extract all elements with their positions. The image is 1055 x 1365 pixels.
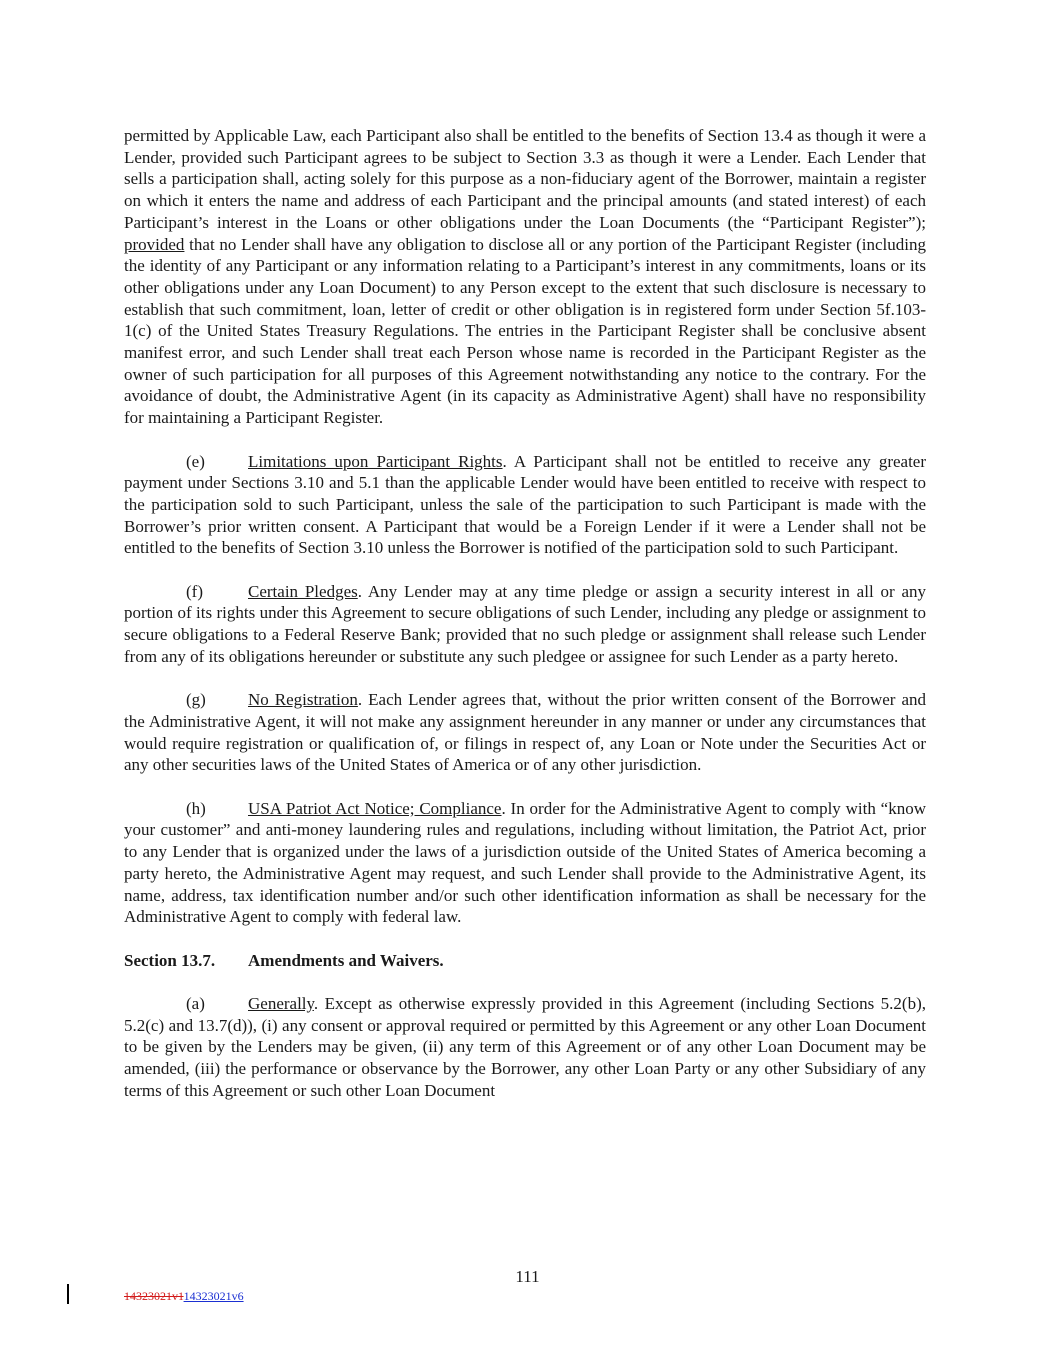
deleted-doc-id: 14323021v1: [124, 1289, 184, 1303]
item-text: . Any Lender may at any time pledge or assign a security interest in all or any portion of its rights under this Agreement to secure obligations of such Lender, including any pledge or assignment to secure obligations to a Federal Reserve Bank; provided that no such pledge or assignment shall release such Lender from any of its obligations hereunder or substitute any such pledgee or assignee for such Lender as a party hereto.: [124, 581, 926, 666]
item-heading: Certain Pledges: [248, 581, 358, 601]
item-heading: No Registration: [248, 690, 358, 710]
item-label: (f): [186, 581, 203, 601]
item-text: . Each Lender agrees that, without the prior written consent of the Borrower and the Administrative Agent, it will not make any assignment hereunder in any manner or under any circumstances that would require registration or qualification of, or filings in respect of, any Loan or Note under the Securities Act or any other securities laws of the United States of America or of any other jurisdiction.: [124, 690, 926, 775]
item-heading: USA Patriot Act Notice; Compliance: [248, 798, 502, 818]
section-number: Section 13.7.: [124, 950, 216, 970]
paragraph-continuation: [124, 125, 926, 429]
document-id: [124, 1289, 244, 1304]
item-label: (e): [186, 451, 205, 471]
section-title: Amendments and Waivers.: [248, 950, 444, 970]
inserted-doc-id: 14323021v6: [183, 1289, 244, 1303]
item-heading: Limitations upon Participant Rights: [248, 451, 503, 471]
item-heading: Generally: [248, 994, 314, 1014]
paragraph-text: that no Lender shall have any obligation to disclose all or any portion of the Participant Register (including the identity of any Participant or any information relating to a Participant’s interest in any commitments, loans or its other obligations under any Loan Document) to any Person except to the extent that such disclosure is necessary to establish that such commitment, loan, letter of credit or other obligation is in registered form under Section 5f.103-1(c) of the United States Treasury Regulations. The entries in the Participant Register shall be conclusive absent manifest error, and such Lender shall treat each Person whose name is recorded in the Participant Register as the owner of such participation for all purposes of this Agreement notwithstanding any notice to the contrary. For the avoidance of doubt, the Administrative Agent (in its capacity as Administrative Agent) shall have no responsibility for maintaining a Participant Register.: [124, 234, 926, 428]
item-label: (h): [186, 798, 206, 818]
paragraph-h: [124, 798, 926, 928]
paragraph-e: [124, 451, 926, 560]
item-label: (g): [186, 690, 206, 710]
item-label: (a): [186, 994, 205, 1014]
section-heading: [124, 950, 926, 972]
paragraph-g: [124, 689, 926, 776]
paragraph-f: [124, 581, 926, 668]
item-text: . In order for the Administrative Agent to comply with “know your customer” and anti-money laundering rules and regulations, including without limitation, the Patriot Act, prior to any Lender that is organized under the laws of a jurisdiction outside of the United States of America becoming a party hereto, the Administrative Agent may request, and such Lender shall provide to the Administrative Agent, its name, address, tax identification number and/or such other identification information as shall be necessary for the Administrative Agent to comply with federal law.: [124, 798, 926, 927]
change-bar: [67, 1284, 69, 1304]
page-number: 111: [515, 1267, 540, 1286]
paragraph-section-a: [124, 993, 926, 1102]
paragraph-text: permitted by Applicable Law, each Participant also shall be entitled to the benefits of Section 13.4 as though it were a Lender, provided such Participant agrees to be subject to Section 3.3 as though it were a Lender. Each Lender that sells a participation shall, acting solely for this purpose as a non-fiduciary agent of the Borrower, maintain a register on which it enters the name and address of each Participant and the principal amounts (and stated interest) of each Participant’s interest in the Loans or other obligations under the Loan Documents (the “Participant Register”);: [124, 126, 926, 232]
item-text: . A Participant shall not be entitled to receive any greater payment under Sections 3.10 and 5.1 than the applicable Lender would have been entitled to receive with respect to the participation sold to such Participant, unless the sale of the participation to such Participant is made with the Borrower’s prior written consent. A Participant that would be a Foreign Lender if it were a Lender shall not be entitled to the benefits of Section 3.10 unless the Borrower is notified of the participation sold to such Participant.: [124, 451, 927, 558]
document-body: [124, 125, 926, 1102]
item-text: . Except as otherwise expressly provided in this Agreement (including Sections 5.2(b), 5.2(c) and 13.7(d)), (i) any consent or approval required or permitted by this Agreement or any other Loan Document to be given by the Lenders may be given, (ii) any term of this Agreement or of any other Loan Document may be amended, (iii) the performance or observance by the Borrower, any other Loan Party or any other Subsidiary of any terms of this Agreement or such other Loan Document: [124, 994, 926, 1100]
underlined-term: provided: [124, 234, 185, 254]
